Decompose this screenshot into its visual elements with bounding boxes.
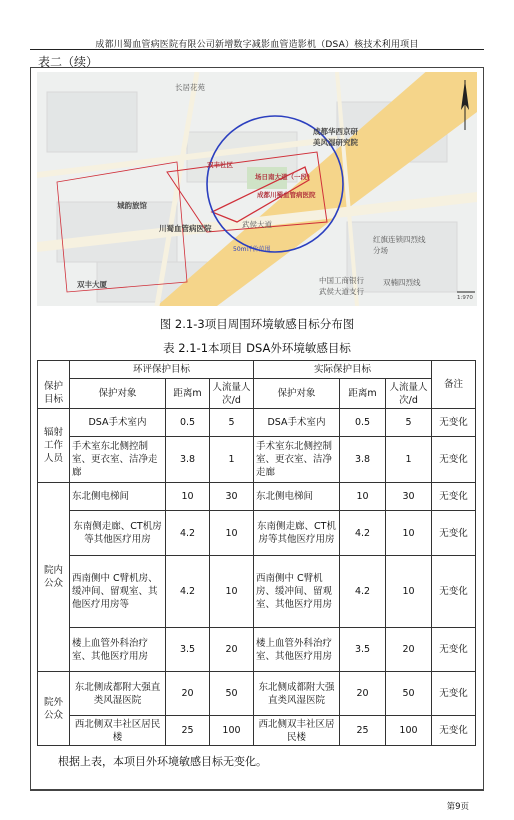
col-header-a-flow: 人流量人次/d (386, 379, 432, 409)
p-flow: 10 (210, 556, 254, 628)
p-target: DSA手术室内 (70, 409, 166, 437)
map-label-rt-store: 双楠四烈线 (383, 278, 421, 287)
map-label-icbc-1: 中国工商银行 (319, 276, 364, 285)
a-target: DSA手术室内 (254, 409, 340, 437)
a-target: 东北侧成都附大强直类风湿医院 (254, 672, 340, 716)
a-flow: 50 (386, 672, 432, 716)
map-label-chuanshu-hospital: 川蜀血管病医院 (159, 224, 212, 233)
a-distance: 4.2 (340, 556, 386, 628)
table-row (38, 716, 476, 746)
a-target: 楼上血管外科治疗室、其他医疗用房 (254, 628, 340, 672)
footer-rule (30, 790, 484, 791)
col-header-a-target: 保护对象 (254, 379, 340, 409)
a-distance: 3.5 (340, 628, 386, 672)
a-target: 手术室东北侧控制室、更衣室、洁净走廊 (254, 437, 340, 483)
col-header-note: 备注 (432, 361, 476, 409)
map-label-chengbei-hotel: 城韵旅馆 (117, 201, 147, 210)
map-graphic (37, 72, 477, 306)
p-target: 楼上血管外科治疗室、其他医疗用房 (70, 628, 166, 672)
group-header-actual: 实际保护目标 (254, 361, 432, 379)
p-target: 西北侧双丰社区居民楼 (70, 716, 166, 746)
a-distance: 25 (340, 716, 386, 746)
table-row (38, 628, 476, 672)
table-row (38, 556, 476, 628)
a-distance: 3.8 (340, 437, 386, 483)
p-target: 手术室东北侧控制室、更衣室、洁净走廊 (70, 437, 166, 483)
col-header-p-target: 保护对象 (70, 379, 166, 409)
col-header-p-flow: 人流量人次/d (210, 379, 254, 409)
table-row (38, 437, 476, 483)
map-label-shuangfeng-community: 双丰社区 (207, 161, 233, 169)
a-flow: 30 (386, 483, 432, 511)
map-label-road-wuhou: 武侯大道 (242, 220, 272, 229)
a-flow: 5 (386, 409, 432, 437)
category-inpatient: 院内公众 (38, 483, 70, 672)
table-row (38, 511, 476, 556)
p-distance: 3.8 (166, 437, 210, 483)
note: 无变化 (432, 511, 476, 556)
p-distance: 0.5 (166, 409, 210, 437)
p-target: 西南侧中 C臂机房、缓冲间、留观室、其他医疗用房等 (70, 556, 166, 628)
p-target: 东南侧走廊、CT机房等其他医疗用房 (70, 511, 166, 556)
a-flow: 20 (386, 628, 432, 672)
map-scale: 1:970 (457, 295, 473, 301)
map-label-dsa-range: 50m评价范围 (233, 246, 271, 253)
a-distance: 4.2 (340, 511, 386, 556)
p-flow: 50 (210, 672, 254, 716)
a-target: 西北侧双丰社区居民楼 (254, 716, 340, 746)
col-header-a-distance: 距离m (340, 379, 386, 409)
map-label-institute-2: 美风湿研究院 (313, 138, 358, 147)
category-outpatient: 院外公众 (38, 672, 70, 746)
map-label-hospital-red: 成都川蜀血管病医院 (257, 191, 316, 199)
table-row (38, 409, 476, 437)
figure-caption: 图 2.1-3项目周围环境敏感目标分布图 (159, 317, 355, 331)
map-label-changfeng: 长居花苑 (175, 83, 205, 92)
p-target: 东北侧电梯间 (70, 483, 166, 511)
sensitive-targets-table (37, 360, 476, 746)
p-flow: 5 (210, 409, 254, 437)
p-target: 东北侧成都附大强直类风湿医院 (70, 672, 166, 716)
note: 无变化 (432, 483, 476, 511)
running-header: 成都川蜀血管病医院有限公司新增数字减影血管造影机（DSA）核技术利用项目 (95, 40, 419, 50)
a-distance: 0.5 (340, 409, 386, 437)
a-flow: 1 (386, 437, 432, 483)
p-flow: 100 (210, 716, 254, 746)
note: 无变化 (432, 556, 476, 628)
p-distance: 20 (166, 672, 210, 716)
site-map (37, 72, 477, 306)
p-flow: 10 (210, 511, 254, 556)
a-target: 东北侧电梯间 (254, 483, 340, 511)
page-number: 第9页 (446, 802, 469, 812)
a-distance: 20 (340, 672, 386, 716)
map-label-subway-1: 红旗连锁四烈线 (373, 235, 426, 244)
p-flow: 20 (210, 628, 254, 672)
note: 无变化 (432, 628, 476, 672)
a-target: 东南侧走廊、CT机房等其他医疗用房 (254, 511, 340, 556)
a-distance: 10 (340, 483, 386, 511)
p-distance: 3.5 (166, 628, 210, 672)
a-flow: 10 (386, 556, 432, 628)
p-distance: 4.2 (166, 556, 210, 628)
table-row (38, 483, 476, 511)
p-distance: 10 (166, 483, 210, 511)
category-radiation: 辐射工作人员 (38, 409, 70, 483)
table-caption: 表 2.1-1本项目 DSA外环境敏感目标 (163, 341, 351, 355)
header-rule (30, 49, 484, 50)
map-label-shuangfeng-building: 双丰大厦 (77, 280, 107, 289)
a-flow: 10 (386, 511, 432, 556)
p-distance: 4.2 (166, 511, 210, 556)
table-row (38, 672, 476, 716)
p-distance: 25 (166, 716, 210, 746)
note: 无变化 (432, 672, 476, 716)
map-label-icbc-2: 武侯大道支行 (319, 287, 364, 296)
note: 无变化 (432, 437, 476, 483)
note: 无变化 (432, 409, 476, 437)
col-header-p-distance: 距离m (166, 379, 210, 409)
group-header-planned: 环评保护目标 (70, 361, 254, 379)
map-label-outline: 场日南大道（一段） (255, 173, 314, 181)
p-flow: 30 (210, 483, 254, 511)
a-flow: 100 (386, 716, 432, 746)
a-target: 西南侧中 C臂机房、缓冲间、留观室、其他医疗用房 (254, 556, 340, 628)
map-label-institute-1: 成都华西京研 (313, 127, 358, 136)
col-header-category: 保护目标 (38, 379, 70, 409)
continued-label: 表二（续） (38, 55, 99, 69)
conclusion-text: 根据上表，本项目外环境敏感目标无变化。 (58, 755, 267, 768)
p-flow: 1 (210, 437, 254, 483)
note: 无变化 (432, 716, 476, 746)
map-label-subway-2: 分场 (373, 246, 388, 255)
